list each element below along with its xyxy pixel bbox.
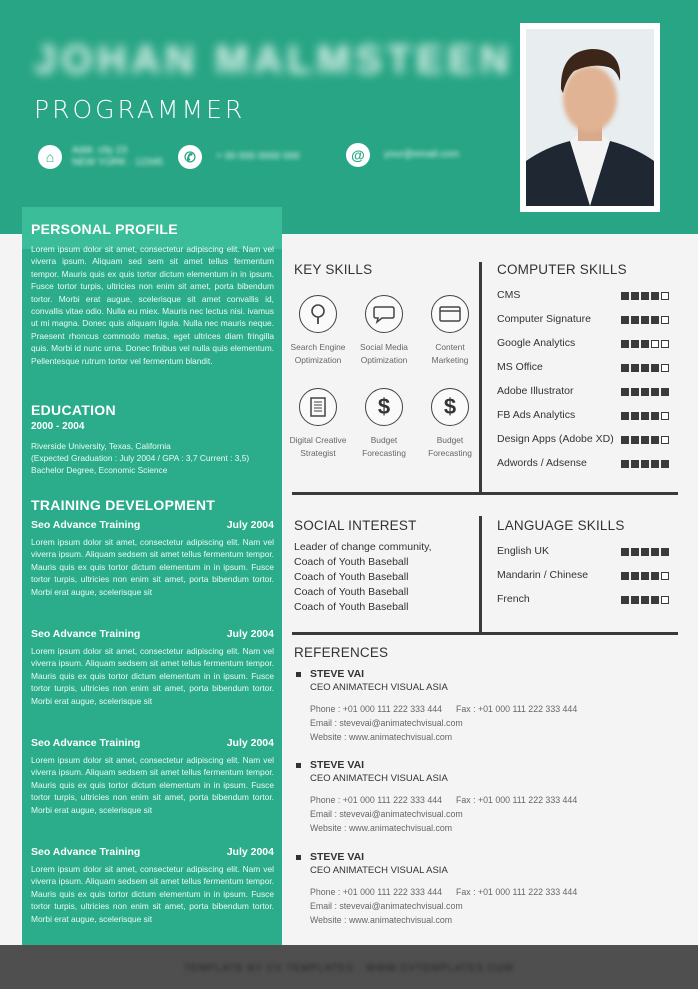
training-item-text: Lorem ipsum dolor sit amet, consectetur adipiscing elit. Nam vel viverra ipsum. Aliquam sedsem sit amet tellus fermentum tempor. Mauris quis ex quis tortor dictum elementum in in ipsum. Fusce tortor turpis, ultricies non enim sit amet, porta bibendum tortor. Morbi erat augue, scelerisque sit bbox=[31, 755, 274, 815]
rating-square bbox=[621, 436, 629, 444]
computer-skill-rating bbox=[621, 412, 669, 420]
skill-smo bbox=[351, 295, 417, 367]
skill-label: Content Marketing bbox=[431, 342, 469, 365]
reference-website: Website : www.animatechvisual.com bbox=[310, 915, 453, 925]
rating-square bbox=[631, 388, 639, 396]
computer-skill-rating bbox=[621, 316, 669, 324]
reference-website: Website : www.animatechvisual.com bbox=[310, 732, 453, 742]
skill-label: Digital Creative Strategist bbox=[289, 435, 347, 458]
skill-budget-1 bbox=[351, 388, 417, 460]
reference-position: CEO ANIMATECH VISUAL ASIA bbox=[310, 865, 448, 876]
contact-address bbox=[38, 145, 163, 169]
dollar-icon: $ bbox=[365, 388, 403, 426]
rating-square bbox=[631, 364, 639, 372]
contact-phone-text: + 00 000 0000 000 bbox=[216, 151, 300, 162]
training-title: TRAINING DEVELOPMENT bbox=[31, 497, 216, 513]
computer-skill-name: CMS bbox=[497, 289, 521, 301]
rating-square bbox=[641, 596, 649, 604]
personal-profile-title: PERSONAL PROFILE bbox=[31, 221, 178, 237]
references-title: REFERENCES bbox=[294, 645, 389, 660]
rating-square bbox=[621, 364, 629, 372]
rating-square bbox=[641, 388, 649, 396]
training-item-date: July 2004 bbox=[226, 737, 274, 749]
computer-skill-name: Design Apps (Adobe XD) bbox=[497, 433, 614, 445]
language-skill-name: English UK bbox=[497, 545, 549, 557]
key-skills-title: KEY SKILLS bbox=[294, 262, 373, 277]
reference-phone: Phone : +01 000 111 222 333 444 bbox=[310, 704, 442, 714]
rating-square bbox=[651, 316, 659, 324]
rating-square bbox=[651, 364, 659, 372]
social-interest-item: Coach of Youth Baseball bbox=[294, 571, 409, 583]
reference-fax: Fax : +01 000 111 222 333 444 bbox=[456, 795, 578, 805]
training-item-1-header bbox=[31, 519, 274, 531]
contact-email-text: your@email.com bbox=[384, 149, 460, 160]
reference-email: Email : stevevai@animatechvisual.com bbox=[310, 901, 463, 911]
rating-square bbox=[661, 572, 669, 580]
rating-square bbox=[661, 388, 669, 396]
phone-icon: ✆ bbox=[178, 145, 202, 169]
computer-skills-title: COMPUTER SKILLS bbox=[497, 262, 627, 277]
social-interest-item: Coach of Youth Baseball bbox=[294, 556, 409, 568]
contact-address-text: Addr. city 23 NEW YORK · 12345 bbox=[72, 145, 163, 168]
divider-horizontal-1 bbox=[292, 492, 678, 495]
skill-label: Budget Forecasting bbox=[428, 435, 472, 458]
social-interest-item: Coach of Youth Baseball bbox=[294, 601, 409, 613]
candidate-role: PROGRAMMER bbox=[34, 95, 246, 124]
computer-skill-rating bbox=[621, 460, 669, 468]
social-interest-item: Leader of change community, bbox=[294, 541, 432, 553]
education-line-2: (Expected Graduation : July 2004 / GPA : 3,7 Current : 3,5) bbox=[31, 453, 250, 463]
training-item-name: Seo Advance Training bbox=[31, 628, 141, 640]
training-item-date: July 2004 bbox=[226, 846, 274, 858]
rating-square bbox=[651, 596, 659, 604]
rating-square bbox=[661, 412, 669, 420]
rating-square bbox=[621, 412, 629, 420]
rating-square bbox=[661, 548, 669, 556]
reference-position: CEO ANIMATECH VISUAL ASIA bbox=[310, 773, 448, 784]
reference-bullet bbox=[296, 855, 301, 860]
rating-square bbox=[661, 460, 669, 468]
profile-photo bbox=[526, 29, 654, 206]
rating-square bbox=[641, 364, 649, 372]
divider-horizontal-2 bbox=[292, 632, 678, 635]
footer-text: TEMPLATE BY CV TEMPLATES · WWW.CVTEMPLATES.COM bbox=[183, 963, 515, 974]
language-skill-name: Mandarin / Chinese bbox=[497, 569, 589, 581]
computer-skill-name: Adwords / Adsense bbox=[497, 457, 587, 469]
rating-square bbox=[631, 436, 639, 444]
rating-square bbox=[661, 436, 669, 444]
reference-email: Email : stevevai@animatechvisual.com bbox=[310, 718, 463, 728]
rating-square bbox=[651, 548, 659, 556]
computer-skill-rating bbox=[621, 436, 669, 444]
contact-email bbox=[346, 143, 459, 167]
rating-square bbox=[621, 316, 629, 324]
reference-phone: Phone : +01 000 111 222 333 444 bbox=[310, 795, 442, 805]
training-item-text: Lorem ipsum dolor sit amet, consectetur adipiscing elit. Nam vel viverra ipsum. Aliquam sedsem sit amet tellus fermentum tempor. Mauris quis ex quis tortor dictum elementum in in ipsum. Fusce tortor turpis, ultricies non enim sit amet, porta bibendum tortor. Morbi erat augue, scelerisque sit bbox=[31, 864, 274, 924]
rating-square bbox=[651, 572, 659, 580]
candidate-name: JOHAN MALMSTEEN bbox=[34, 38, 514, 82]
training-item-text: Lorem ipsum dolor sit amet, consectetur adipiscing elit. Nam vel viverra ipsum. Aliquam sedsem sit amet tellus fermentum tempor. Mauris quis ex quis tortor dictum elementum in in ipsum. Fusce tortor turpis, ultricies non enim sit amet, porta bibendum tortor. Morbi erat augue, scelerisque sit bbox=[31, 646, 274, 706]
education-years: 2000 - 2004 bbox=[31, 421, 85, 432]
training-item-text: Lorem ipsum dolor sit amet, consectetur adipiscing elit. Nam vel viverra ipsum. Aliquam sedsem sit amet tellus fermentum tempor. Mauris quis ex quis tortor dictum elementum in in ipsum. Fusce tortor turpis, ultricies non enim sit amet, porta bibendum tortor. Morbi erat augue, scelerisque sit bbox=[31, 537, 274, 597]
profile-photo-frame bbox=[520, 23, 660, 212]
rating-square bbox=[621, 460, 629, 468]
speech-bubble-icon bbox=[365, 295, 403, 333]
training-item-name: Seo Advance Training bbox=[31, 519, 141, 531]
language-skills-title: LANGUAGE SKILLS bbox=[497, 518, 625, 533]
divider-vertical-middle bbox=[479, 516, 482, 633]
training-item-3-header bbox=[31, 737, 274, 749]
reference-phone: Phone : +01 000 111 222 333 444 bbox=[310, 887, 442, 897]
rating-square bbox=[621, 572, 629, 580]
divider-vertical-top bbox=[479, 262, 482, 494]
training-item-date: July 2004 bbox=[226, 628, 274, 640]
skill-budget-2 bbox=[417, 388, 483, 460]
rating-square bbox=[651, 292, 659, 300]
reference-fax: Fax : +01 000 111 222 333 444 bbox=[456, 704, 578, 714]
rating-square bbox=[631, 340, 639, 348]
rating-square bbox=[661, 596, 669, 604]
rating-square bbox=[631, 548, 639, 556]
computer-skill-rating bbox=[621, 364, 669, 372]
card-icon bbox=[431, 295, 469, 333]
email-icon: @ bbox=[346, 143, 370, 167]
reference-website: Website : www.animatechvisual.com bbox=[310, 823, 453, 833]
rating-square bbox=[661, 364, 669, 372]
rating-square bbox=[621, 596, 629, 604]
personal-profile-text: Lorem ipsum dolor sit amet, consectetur adipiscing elit. Nam vel viverra ipsum. Aliquam sed sem sit amet tellus fermentum tempor. Mauris quis ex quis tortor dictum elementum in in ipsum. Fusce tortor turpis, ultricies non enim sit amet, porta bibendum tortor. Morbi erat augue, scelerisque sit amet convallis id, convallis vitae odio. Nulla eu miex. Mauris nec lectus nisi. ivamus ut mi magna. Donec quis aliquam ligula. Nulla nec mauris neque. Praesent rhoncus commodo metus, eget ultrices diam fringilla quis. Morbi id nunc urna. Donec finibus vel nulla quis elementum. Pellentesque rutrum tortor vel fermentum blandit. bbox=[31, 244, 274, 366]
education-line-3: Bachelor Degree, Economic Science bbox=[31, 465, 168, 475]
computer-skill-name: Google Analytics bbox=[497, 337, 576, 349]
computer-skill-name: MS Office bbox=[497, 361, 543, 373]
skill-label: Social Media Optimization bbox=[360, 342, 408, 365]
reference-bullet bbox=[296, 763, 301, 768]
rating-square bbox=[651, 436, 659, 444]
footer-band bbox=[0, 945, 698, 989]
rating-square bbox=[641, 572, 649, 580]
address-icon: ⌂ bbox=[38, 145, 62, 169]
rating-square bbox=[661, 340, 669, 348]
reference-name: STEVE VAI bbox=[310, 851, 365, 863]
computer-skill-name: Computer Signature bbox=[497, 313, 591, 325]
reference-email: Email : stevevai@animatechvisual.com bbox=[310, 809, 463, 819]
rating-square bbox=[621, 292, 629, 300]
training-item-name: Seo Advance Training bbox=[31, 737, 141, 749]
computer-skill-rating bbox=[621, 292, 669, 300]
training-item-date: July 2004 bbox=[226, 519, 274, 531]
social-interest-item: Coach of Youth Baseball bbox=[294, 586, 409, 598]
rating-square bbox=[651, 460, 659, 468]
skill-label: Search Engine Optimization bbox=[290, 342, 346, 365]
rating-square bbox=[641, 316, 649, 324]
rating-square bbox=[651, 340, 659, 348]
reference-position: CEO ANIMATECH VISUAL ASIA bbox=[310, 682, 448, 693]
rating-square bbox=[631, 412, 639, 420]
computer-skill-rating bbox=[621, 340, 669, 348]
language-skill-rating bbox=[621, 548, 669, 556]
rating-square bbox=[651, 388, 659, 396]
left-panel bbox=[22, 207, 282, 945]
magnifier-icon bbox=[299, 295, 337, 333]
rating-square bbox=[661, 316, 669, 324]
language-skill-rating bbox=[621, 596, 669, 604]
social-interest-title: SOCIAL INTEREST bbox=[294, 518, 417, 533]
rating-square bbox=[621, 548, 629, 556]
rating-square bbox=[631, 292, 639, 300]
training-item-name: Seo Advance Training bbox=[31, 846, 141, 858]
rating-square bbox=[641, 436, 649, 444]
language-skill-rating bbox=[621, 572, 669, 580]
rating-square bbox=[621, 388, 629, 396]
skill-creative bbox=[285, 388, 351, 460]
computer-skill-name: Adobe Illustrator bbox=[497, 385, 574, 397]
rating-square bbox=[631, 596, 639, 604]
rating-square bbox=[661, 292, 669, 300]
training-item-4-header bbox=[31, 846, 274, 858]
training-item-2-header bbox=[31, 628, 274, 640]
rating-square bbox=[631, 316, 639, 324]
reference-name: STEVE VAI bbox=[310, 759, 365, 771]
document-icon bbox=[299, 388, 337, 426]
header-band bbox=[0, 0, 698, 234]
rating-square bbox=[641, 548, 649, 556]
language-skill-name: French bbox=[497, 593, 530, 605]
computer-skill-name: FB Ads Analytics bbox=[497, 409, 576, 421]
rating-square bbox=[641, 292, 649, 300]
skill-seo bbox=[285, 295, 351, 367]
rating-square bbox=[631, 460, 639, 468]
skill-label: Budget Forecasting bbox=[362, 435, 406, 458]
skill-content bbox=[417, 295, 483, 367]
reference-fax: Fax : +01 000 111 222 333 444 bbox=[456, 887, 578, 897]
education-title: EDUCATION bbox=[31, 402, 116, 418]
education-line-1: Riverside University, Texas, California bbox=[31, 441, 171, 451]
rating-square bbox=[641, 460, 649, 468]
contact-phone bbox=[178, 145, 300, 169]
reference-name: STEVE VAI bbox=[310, 668, 365, 680]
rating-square bbox=[651, 412, 659, 420]
rating-square bbox=[641, 412, 649, 420]
rating-square bbox=[631, 572, 639, 580]
dollar-icon: $ bbox=[431, 388, 469, 426]
reference-bullet bbox=[296, 672, 301, 677]
rating-square bbox=[621, 340, 629, 348]
rating-square bbox=[641, 340, 649, 348]
computer-skill-rating bbox=[621, 388, 669, 396]
